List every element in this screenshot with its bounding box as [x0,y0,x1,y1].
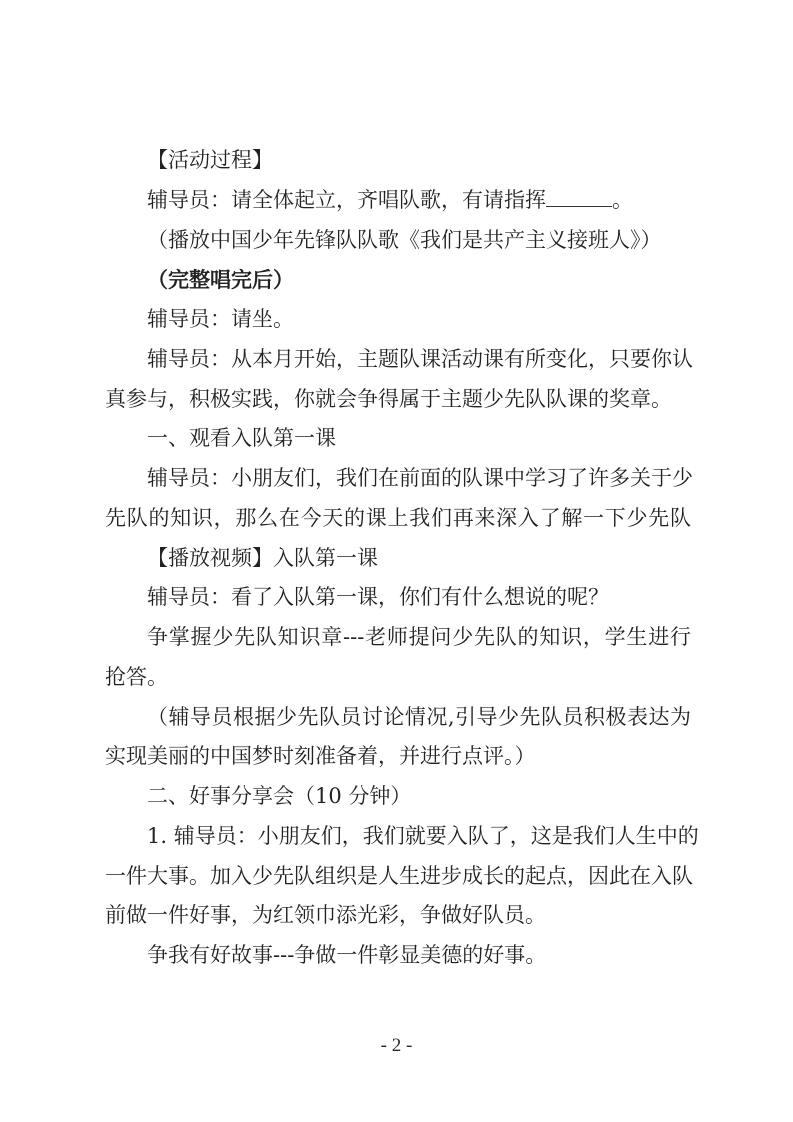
text-line: 争掌握少先队知识章---老师提问少先队的知识，学生进行 [147,625,691,649]
text-line: 辅导员：从本月开始，主题队课活动课有所变化，只要你认 [147,346,693,371]
text-line: 真参与，积极实践，你就会争得属于主题少先队队课的奖章。 [105,386,672,411]
text-line [105,181,691,221]
text-line: 一、观看入队第一课 [147,426,336,451]
text-line: 1. 辅导员：小朋友们，我们就要入队了，这是我们人生中的 [147,823,699,848]
text-line: 【活动过程】 [147,148,273,172]
text-line: 前做一件好事，为红领巾添光彩，争做好队员。 [105,903,546,928]
text-line: 抢答。 [105,664,168,689]
text-line: 【播放视频】入队第一课 [147,545,378,570]
text-line: （辅导员根据少先队员讨论情况,引导少先队员积极表达为 [147,704,691,729]
page-number: - 2 - [380,1035,413,1056]
text-line: 争我有好故事---争做一件彰显美德的好事。 [147,943,547,967]
text-line: 辅导员：小朋友们，我们在前面的队课中学习了许多关于少 [147,466,693,490]
text-line: 实现美丽的中国梦时刻准备着，并进行点评。） [105,744,536,769]
text-line: 辅导员：请坐。 [147,307,294,331]
text-line: （播放中国少年先锋队队歌《我们是共产主义接班人》） [147,227,662,252]
text-line: （完整唱完后） [147,267,294,293]
text-line: 辅导员：看了入队第一课，你们有什么想说的呢？ [147,585,609,610]
fill-in-blank-line [546,186,612,207]
text-line: 一件大事。加入少先队组织是人生进步成长的起点，因此在入队 [105,863,693,888]
text-segment: 辅导员：请全体起立，齐唱队歌，有请指挥 [147,187,546,212]
document-body [105,141,699,976]
text-line: 二、好事分享会（10 分钟） [147,784,412,808]
text-line: 先队的知识，那么在今天的课上我们再来深入了解一下少先队 [105,505,691,530]
text-segment: 。 [612,187,633,212]
